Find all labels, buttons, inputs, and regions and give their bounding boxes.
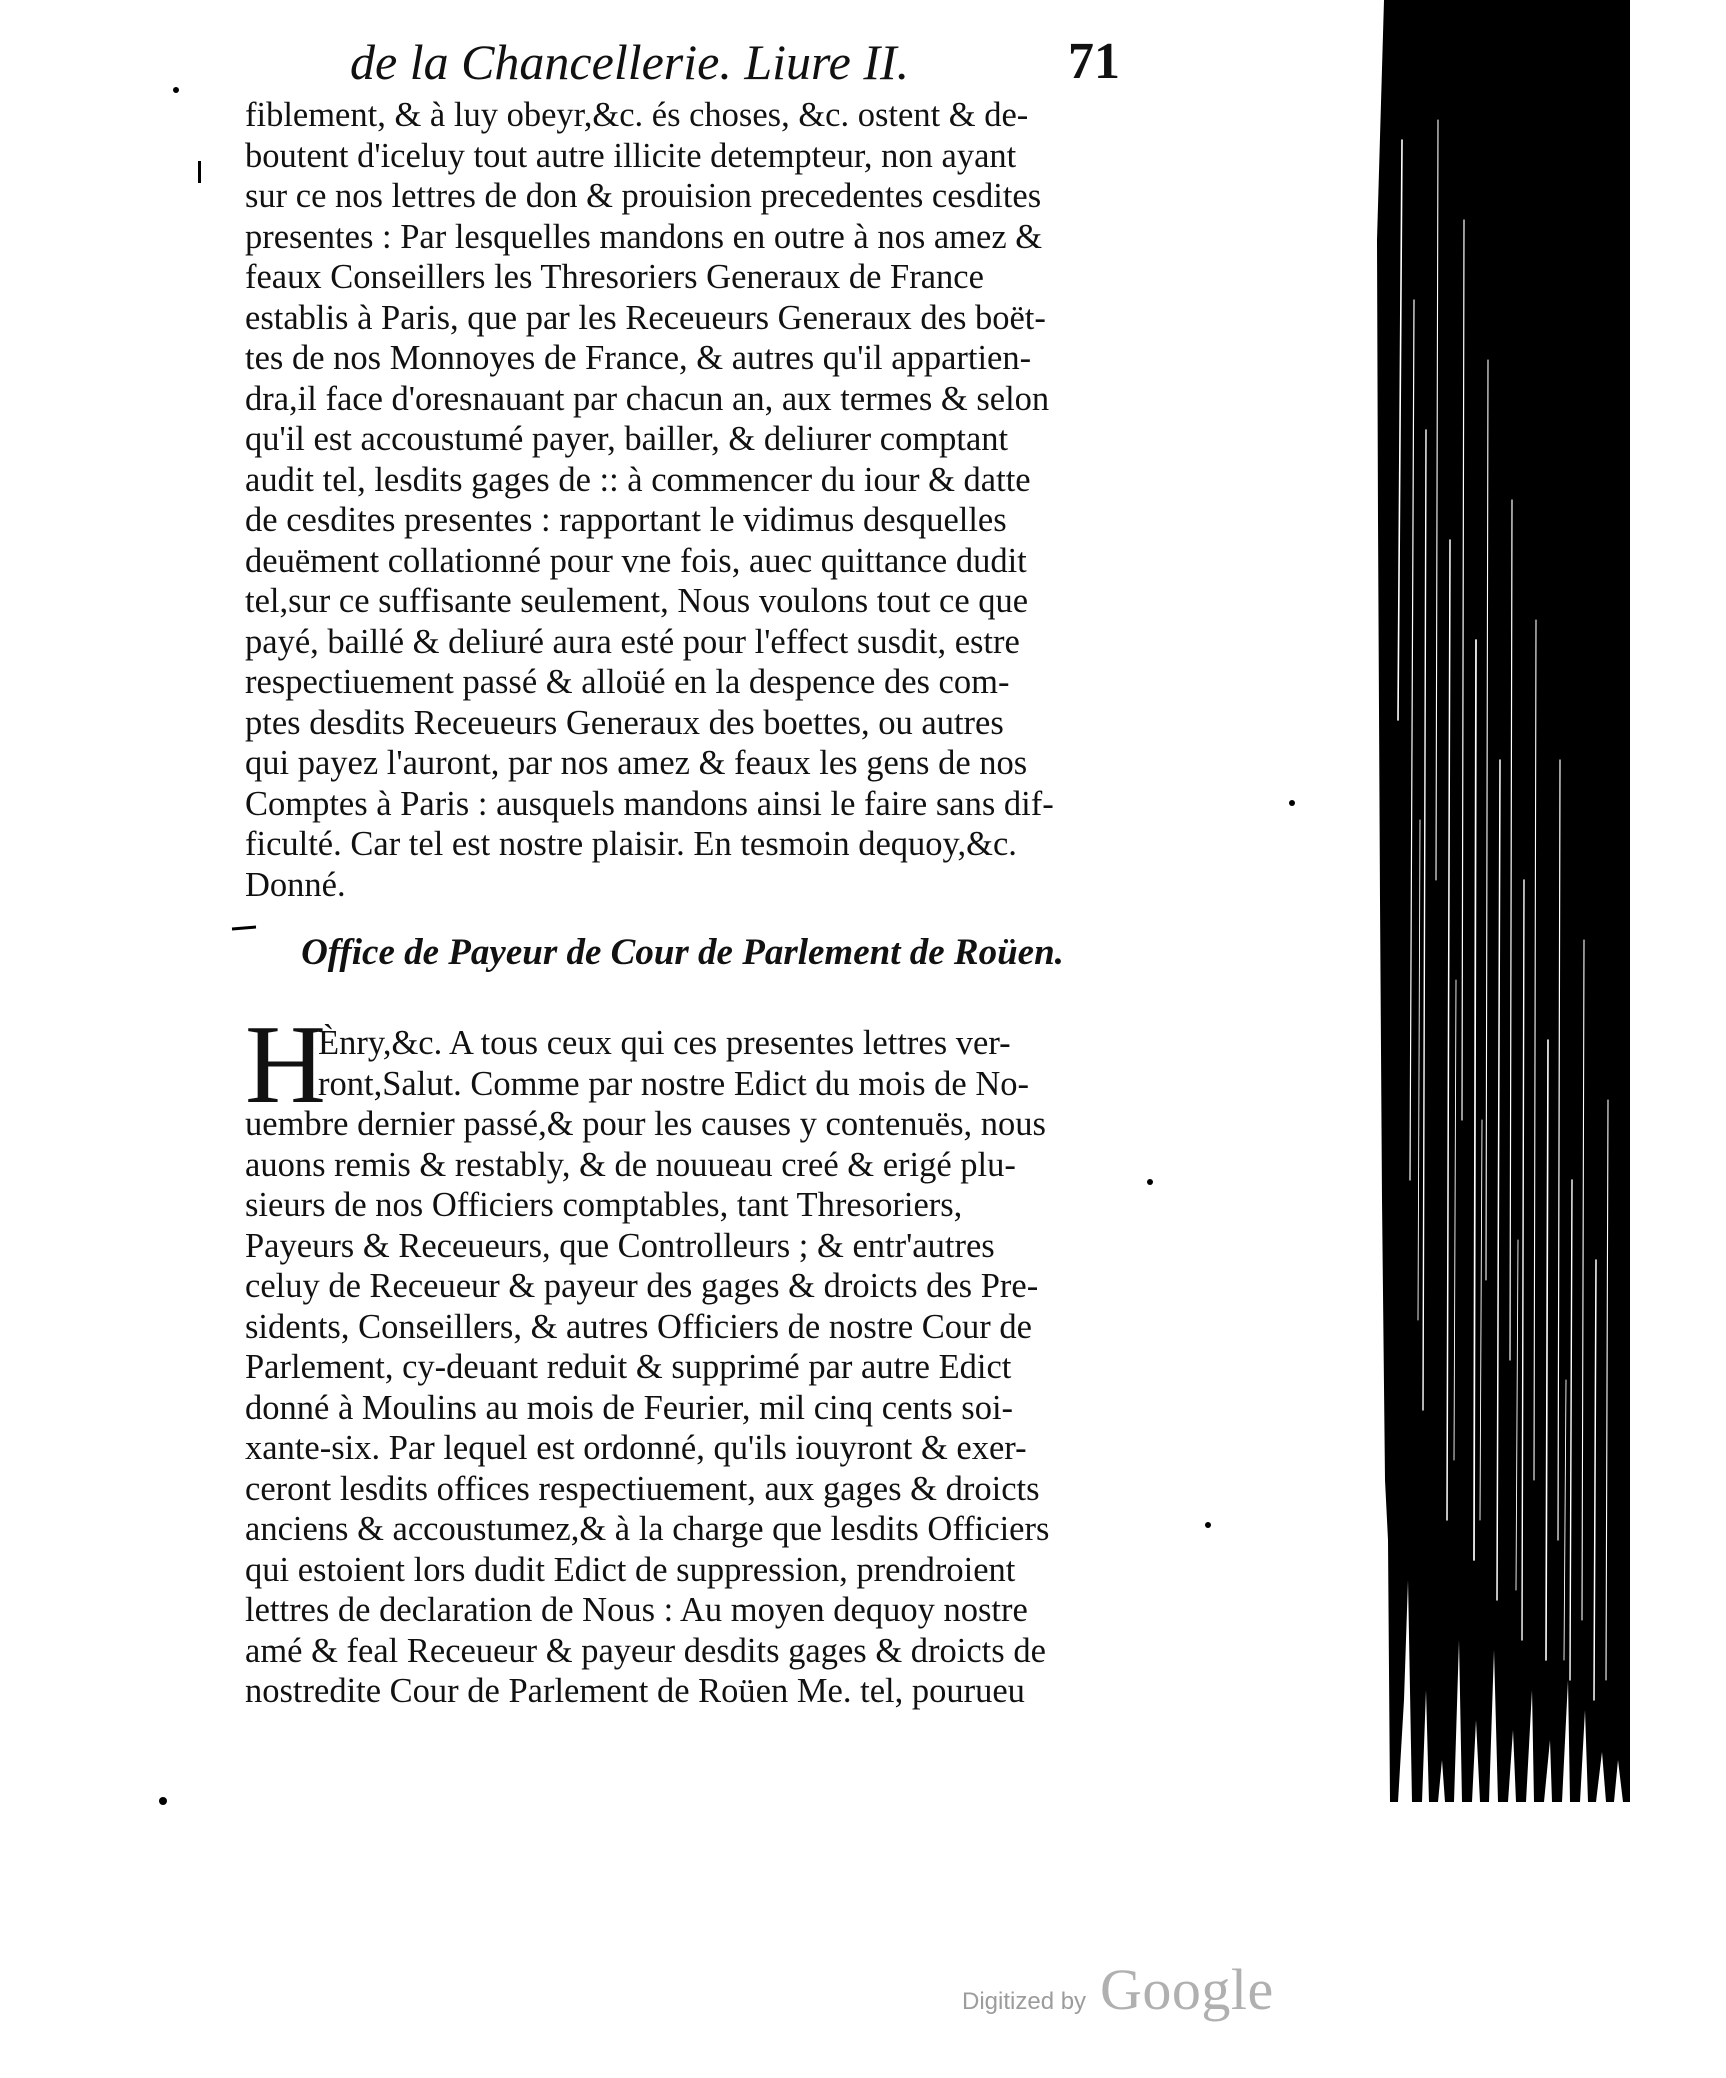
- text-line: respectiuement passé & alloüé en la despence des com-: [245, 663, 1010, 701]
- opening-lines: [318, 1023, 1120, 1104]
- text-line: uembre dernier passé,& pour les causes y contenuës, nous: [245, 1105, 1046, 1143]
- google-logo-text: Google: [1100, 1957, 1274, 2022]
- text-line: feaux Conseillers les Thresoriers Generaux de France: [245, 258, 984, 296]
- text-line: amé & feal Receueur & payeur desdits gages & droicts de: [245, 1631, 1046, 1670]
- text-line: tel,sur ce suffisante seulement, Nous voulons tout ce que: [245, 582, 1029, 620]
- continuation-text: [245, 95, 1120, 905]
- text-line: xante-six. Par lequel est ordonné, qu'ils iouyront & exer-: [245, 1429, 1027, 1467]
- text-line: qui payez l'auront, par nos amez & feaux les gens de nos: [245, 744, 1028, 782]
- running-head: de la Chancellerie. Liure II.: [350, 34, 910, 90]
- text-line: payé, baillé & deliuré aura esté pour l'effect susdit, estre: [245, 622, 1020, 661]
- text-line: boutent d'iceluy tout autre illicite detempteur, non ayant: [245, 136, 1017, 175]
- digitized-by-google-watermark: [962, 1956, 1302, 2030]
- text-line: qui estoient lors dudit Edict de suppression, prendroient: [245, 1550, 1016, 1589]
- page-number: 71: [1068, 33, 1120, 90]
- dark-page-edge-shadow: [1368, 0, 1630, 1802]
- text-line: presentes : Par lesquelles mandons en outre à nos amez &: [245, 217, 1043, 256]
- text-line: qu'il est accoustumé payer, bailler, & deliurer comptant: [245, 420, 1009, 458]
- watermark-prefix: Digitized by: [962, 1988, 1087, 2015]
- text-line: celuy de Receueur & payeur des gages & droicts des Pre-: [245, 1267, 1039, 1305]
- text-line: sieurs de nos Officiers comptables, tant Thresoriers,: [245, 1186, 963, 1224]
- text-line: de cesdites presentes : rapportant le vidimus desquelles: [245, 501, 1007, 539]
- text-line: ront,Salut. Comme par nostre Edict du mois de No-: [318, 1064, 1029, 1103]
- page-header: [350, 32, 1120, 92]
- text-line: Parlement, cy-deuant reduit & supprimé par autre Edict: [245, 1348, 1012, 1386]
- text-line: lettres de declaration de Nous : Au moyen dequoy nostre: [245, 1591, 1028, 1629]
- section-heading: Office de Payeur de Cour de Parlement de Roüen.: [301, 932, 1064, 973]
- text-line: Ènry,&c. A tous ceux qui ces presentes lettres ver-: [318, 1024, 1011, 1062]
- text-line: deuëment collationné pour vne fois, auec quittance dudit: [245, 541, 1027, 580]
- text-line: tes de nos Monnoyes de France, & autres qu'il appartien-: [245, 339, 1032, 377]
- text-line: sur ce nos lettres de don & prouision precedentes cesdites: [245, 177, 1042, 215]
- text-line: Comptes à Paris : ausquels mandons ainsi le faire sans dif-: [245, 784, 1054, 823]
- text-line: establis à Paris, que par les Receueurs Generaux des boët-: [245, 298, 1046, 337]
- text-line: Payeurs & Receueurs, que Controlleurs ; & entr'autres: [245, 1226, 995, 1265]
- text-line: sidents, Conseillers, & autres Officiers de nostre Cour de: [245, 1307, 1032, 1346]
- text-line: audit tel, lesdits gages de :: à commencer du iour & datte: [245, 460, 1031, 499]
- text-line: donné à Moulins au mois de Feurier, mil cinq cents soi-: [245, 1388, 1014, 1427]
- drop-cap-letter: H: [245, 1003, 326, 1127]
- text-line: ceront lesdits offices respectiuement, aux gages & droicts: [245, 1469, 1040, 1508]
- letter-body-text: [245, 1104, 1120, 1712]
- text-line: auons remis & restably, & de nouueau creé & erigé plu-: [245, 1145, 1016, 1184]
- text-line: ficulté. Car tel est nostre plaisir. En tesmoin dequoy,&c.: [245, 825, 1017, 863]
- text-line: dra,il face d'oresnauant par chacun an, aux termes & selon: [245, 379, 1050, 418]
- text-line: ptes desdits Receueurs Generaux des boettes, ou autres: [245, 703, 1004, 742]
- text-line: anciens & accoustumez,& à la charge que lesdits Officiers: [245, 1510, 1050, 1548]
- text-line: Donné.: [245, 865, 346, 904]
- text-line: fiblement, & à luy obeyr,&c. és choses, &c. ostent & de-: [245, 96, 1029, 134]
- text-line: nostredite Cour de Parlement de Roüen Me. tel, pourueu: [245, 1672, 1025, 1710]
